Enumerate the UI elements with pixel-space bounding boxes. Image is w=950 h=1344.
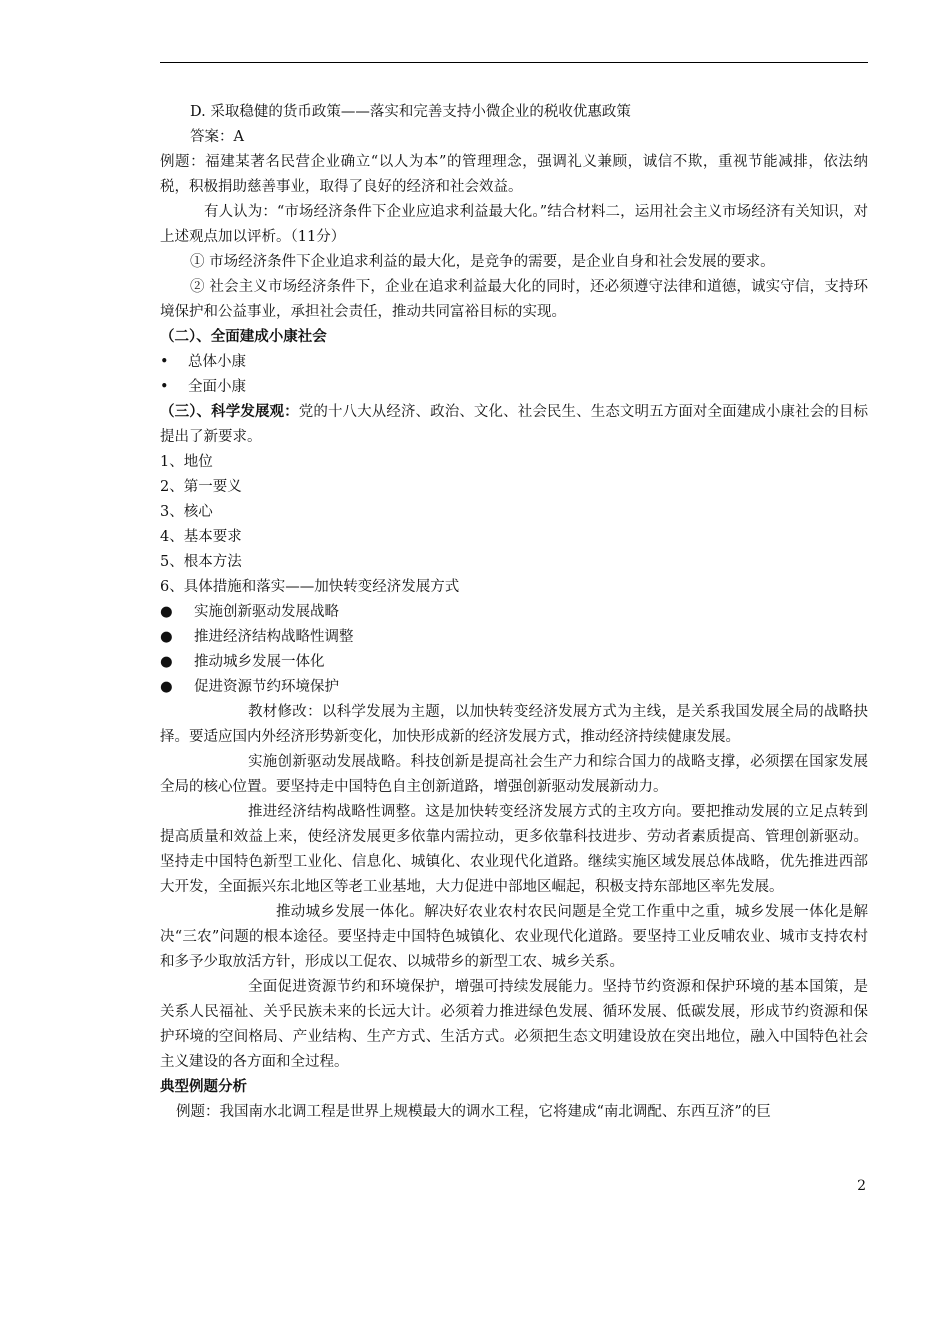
list-item: • 全面小康 [160, 375, 868, 400]
list-item: ● 实施创新驱动发展战略 [160, 600, 868, 625]
paragraph: 实施创新驱动发展战略。科技创新是提高社会生产力和综合国力的战略支撑，必须摆在国家发展全局的核心位置。要坚持走中国特色自主创新道路，增强创新驱动发展新动力。 [160, 754, 868, 795]
option-d: D. 采取稳健的货币政策——落实和完善支持小微企业的税收优惠政策 [190, 104, 631, 120]
example1-point1: ① 市场经济条件下企业追求利益的最大化，是竞争的需要，是企业自身和社会发展的要求。 [190, 254, 775, 270]
list-item: • 总体小康 [160, 350, 868, 375]
paragraph: 推动城乡发展一体化。解决好农业农村农民问题是全党工作重中之重，城乡发展一体化是解决“三农”问题的根本途径。要坚持走中国特色城镇化、农业现代化道路。要坚持工业反哺农业、城市支持农村和多予少取放活方针，形成以工促农、以城带乡的新型工农、城乡关系。 [160, 904, 868, 970]
list-item: 4、基本要求 [160, 529, 242, 545]
list-item: ● 推动城乡发展一体化 [160, 650, 868, 675]
list-item: 1、地位 [160, 454, 213, 470]
page-number: 2 [857, 1178, 866, 1194]
example1-point2: ② 社会主义市场经济条件下，企业在追求利益最大化的同时，还必须遵守法律和道德，诚实守信，支持环境保护和公益事业，承担社会责任，推动共同富裕目标的实现。 [160, 279, 868, 320]
typical-heading: 典型例题分析 [160, 1079, 247, 1095]
list-item: ● 推进经济结构战略性调整 [160, 625, 868, 650]
example1-question: 例题：福建某著名民营企业确立“以人为本”的管理理念，强调礼义兼顾，诚信不欺，重视节能减排，依法纳税，积极捐助慈善事业，取得了良好的经济和社会效益。 [160, 154, 868, 195]
paragraph: 教材修改：以科学发展为主题，以加快转变经济发展方式为主线，是关系我国发展全局的战略抉择。要适应国内外经济形势新变化，加快形成新的经济发展方式，推动经济持续健康发展。 [160, 704, 868, 745]
answer: 答案：A [190, 129, 244, 145]
list-item: 2、第一要义 [160, 479, 242, 495]
section2-heading: （二）、全面建成小康社会 [160, 329, 327, 345]
paragraph: 全面促进资源节约和环境保护，增强可持续发展能力。坚持节约资源和保护环境的基本国策，是关系人民福祉、关乎民族未来的长远大计。必须着力推进绿色发展、循环发展、低碳发展，形成节约资源和保护环境的空间格局、产业结构、生产方式、生活方式。必须把生态文明建设放在突出地位，融入中国特色社会主义建设的各方面和全过程。 [160, 979, 868, 1070]
bullet-disc-icon: ● [160, 654, 173, 670]
bullet-dot-icon: • [160, 354, 169, 370]
document-body [160, 100, 868, 1125]
list-item: 5、根本方法 [160, 554, 242, 570]
section3-intro: （三）、科学发展观：党的十八大从经济、政治、文化、社会民生、生态文明五方面对全面建成小康社会的目标提出了新要求。 [160, 404, 869, 445]
list-item: 3、核心 [160, 504, 213, 520]
paragraph: 推进经济结构战略性调整。这是加快转变经济发展方式的主攻方向。要把推动发展的立足点转到提高质量和效益上来，使经济发展更多依靠内需拉动，更多依靠科技进步、劳动者素质提高、管理创新驱动。坚持走中国特色新型工业化、信息化、城镇化、农业现代化道路。继续实施区域发展总体战略，优先推进西部大开发，全面振兴东北地区等老工业基地，大力促进中部地区崛起，积极支持东部地区率先发展。 [160, 804, 868, 895]
list-item: 6、具体措施和落实——加快转变经济发展方式 [160, 579, 460, 595]
header-rule [160, 62, 868, 63]
example1-prompt: 有人认为：“市场经济条件下企业应追求利益最大化。”结合材料二，运用社会主义市场经济有关知识，对上述观点加以评析。（11分） [160, 204, 868, 245]
bullet-disc-icon: ● [160, 604, 173, 620]
typical-example: 例题：我国南水北调工程是世界上规模最大的调水工程，它将建成“南北调配、东西互济”的巨 [176, 1104, 771, 1120]
bullet-disc-icon: ● [160, 629, 173, 645]
bullet-disc-icon: ● [160, 679, 173, 695]
bullet-dot-icon: • [160, 379, 169, 395]
list-item: ● 促进资源节约环境保护 [160, 675, 868, 700]
